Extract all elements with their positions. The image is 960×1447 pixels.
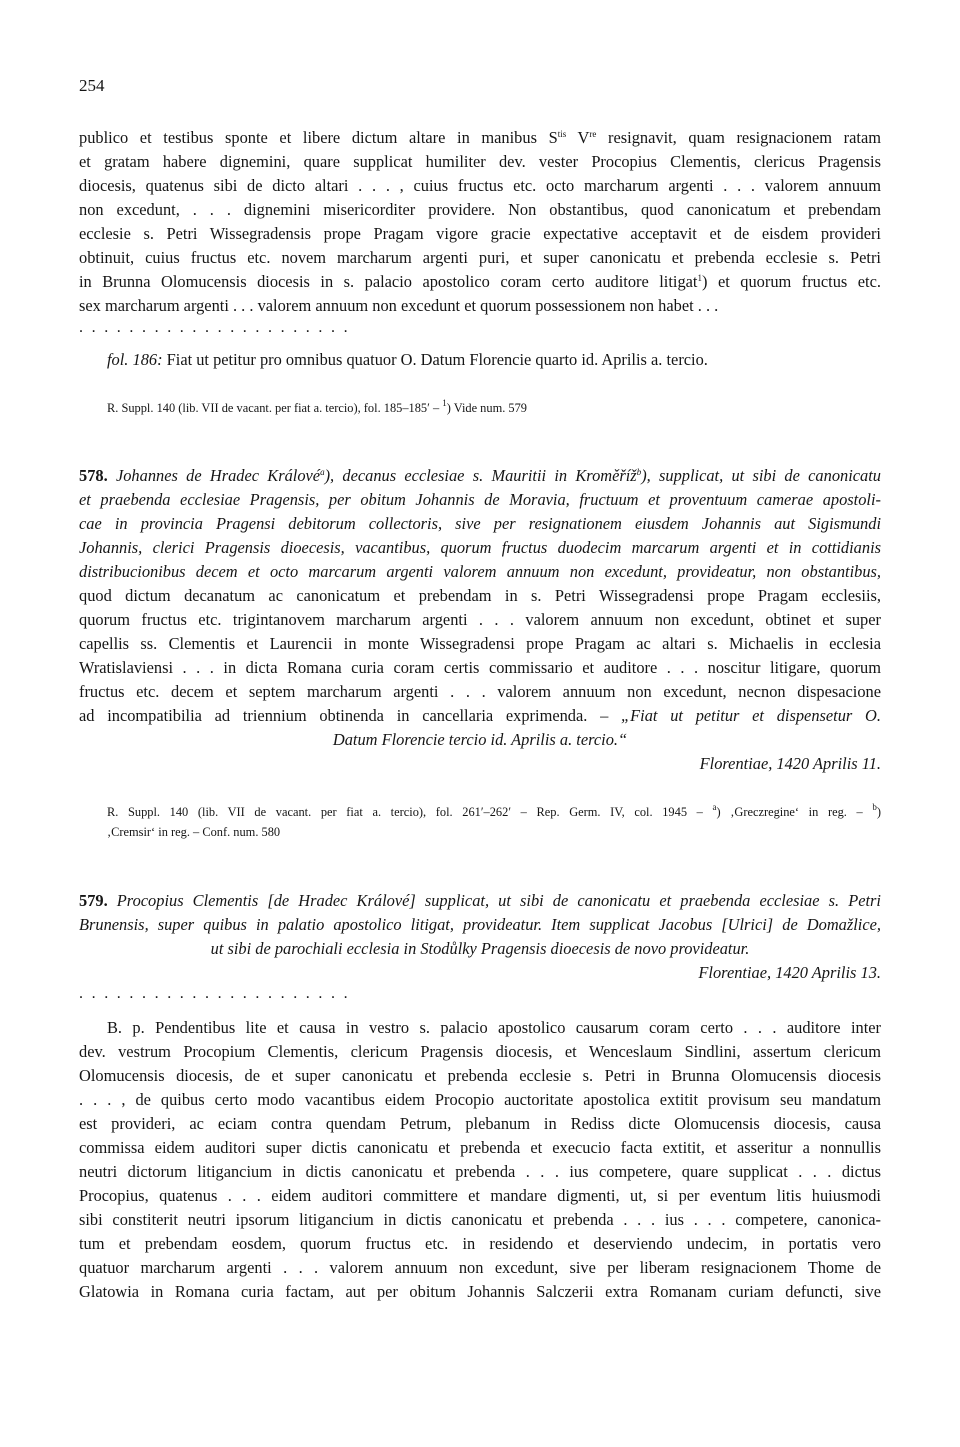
- superscript-mark: 1: [442, 398, 447, 408]
- entry-heading-line: et praebenda ecclesiae Pragensis, per obitum Johannis de Moravia, fructuum et proventuum camerae apostoli-: [79, 490, 881, 509]
- superscript-mark: tis: [557, 129, 567, 139]
- text-line: tum et prebendam eosdem, quorum fructus etc. in residendo et deserviendo undecim, in portatis vero: [79, 1234, 881, 1253]
- text-line: Olomucensis diocesis, de et super canonicatu et prebenda ecclesie s. Petri in Brunna Olomucensis diocesis: [79, 1066, 881, 1085]
- text-line: quatuor marcharum argenti . . . valorem annuum non excedunt, sive per liberam resignacionem Thome de: [79, 1258, 881, 1277]
- text-line: quod dictum decanatum ac canonicatum et prebendam in s. Petri Wissegradensi prope Pragam ecclesiis,: [79, 586, 881, 605]
- text-line: obtinuit, cuius fructus etc. novem marcharum argenti puri, et super canonicatu et prebenda ecclesie s. Petri: [79, 248, 881, 267]
- text-line: B. p. Pendentibus lite et causa in vestro s. palacio apostolico causarum coram certo . . . auditore inter: [107, 1018, 881, 1037]
- entry-number: 578.: [79, 466, 108, 485]
- text-line: sibi constiterit neutri ipsorum litigancium in dictis canonicatu et prebenda . . . ius . . . competere, canonica-: [79, 1210, 881, 1229]
- text-line: [79, 705, 881, 727]
- heading-text: Johannes de Hradec Králové$^a$), decanus ecclesiae s. Mauritii in Kroměříž$^b$), supplicat, ut sibi de canonicatu: [115, 466, 881, 485]
- superscript-mark: a: [320, 467, 325, 477]
- text-line: neutri dictorum litigancium in dictis canonicatu et prebenda . . . ius competere, quare supplicat . . . dictus: [79, 1162, 881, 1181]
- entry-heading-line: ut sibi de parochiali ecclesia in Stodůlky Pragensis dioecesis de novo provideatur.: [210, 939, 750, 958]
- text-italic: „Fiat ut petitur et dispensetur O.: [621, 706, 881, 725]
- text-line: commissa eidem auditori super dictis canonicatu et prebenda et execucio facta extitit, et asseritur a nonnullis: [79, 1138, 881, 1157]
- text-line: capellis ss. Clementis et Laurencii in monte Wissegradensi prope Pragam ac altari s. Michaelis in ecclesia: [79, 634, 881, 653]
- text-line: ecclesie s. Petri Wissegradensis prope Pragam vigore gracie expectative acceptavit et de eisdem provideri: [79, 224, 881, 243]
- text-line: est provideri, ac eciam contra quendam Petrum, plebanum in Rediss dicte Olomucensis diocesis, causa: [79, 1114, 881, 1133]
- text-line: Glatowia in Romana curia factam, aut per obitum Johannis Salczerii extra Romanam curiam defuncti, sive: [79, 1282, 881, 1301]
- text-line: Procopius, quatenus . . . eidem auditori committere et mandare digmenti, ut, si per eventum litis huiusmodi: [79, 1186, 881, 1205]
- superscript-mark: b: [872, 802, 877, 812]
- ellipsis-dots: . . . . . . . . . . . . . . . . . . . . . .: [79, 985, 350, 1002]
- superscript-mark: b: [636, 467, 642, 477]
- date-place: Florentiae, 1420 Aprilis 13.: [698, 963, 881, 982]
- text-line: quorum fructus etc. trigintanovem marcharum argenti . . . valorem annuum non excedunt, obtinet et super: [79, 610, 881, 629]
- text-line: dev. vestrum Procopium Clementis, clericum Pragensis diocesis, et Wenceslaum Sindlini, assertum clericum: [79, 1042, 881, 1061]
- page-number: 254: [79, 76, 105, 95]
- entry-number: 579.: [79, 891, 108, 910]
- superscript-mark: re: [589, 129, 597, 139]
- text-line: Wratislaviensi . . . in dicta Romana curia coram certis commissario et auditore . . . noscitur litigare, quorum: [79, 658, 881, 677]
- fol-ref: fol. 186:: [107, 350, 163, 369]
- entry-heading-line: Brunensis, super quibus in palatio apostolico litigat, provideatur. Item supplicat Jacobus [Ulrici] de Domažlice,: [79, 915, 881, 934]
- superscript-mark: a: [712, 802, 717, 812]
- fol-text: Fiat ut petitur pro omnibus quatuor O. Datum Florencie quarto id. Aprilis a. tercio.: [162, 350, 708, 369]
- text-line: publico et testibus sponte et libere dictum altare in manibus $S^{tis}$ Vre resignavit, quam resignacionem ratam: [79, 128, 881, 147]
- footnote-line: R. Suppl. 140 (lib. VII de vacant. per fiat a. tercio), fol. 185–185′ – $^1$) Vide num. 579: [107, 398, 527, 415]
- footnote-line: ‚Cremsir‘ in reg. – Conf. num. 580: [107, 825, 281, 839]
- entry-heading-line: [79, 890, 881, 912]
- fol-note: [107, 349, 881, 371]
- entry-heading-line: distribucionibus decem et octo marcarum argenti valorem annuum non excedunt, provideatur, non obstantibus,: [79, 562, 881, 581]
- entry-heading-line: cae in provincia Pragensi debitorum collectoris, sive per resignationem eiusdem Johannis aut Sigismundi: [79, 514, 881, 533]
- heading-text: Procopius Clementis [de Hradec Králové] supplicat, ut sibi de canonicatu et praebenda ecclesiae s. Petri: [116, 891, 881, 910]
- text-line: fructus etc. decem et septem marcharum argenti . . . valorem annuum non excedunt, necnon dispesacione: [79, 682, 881, 701]
- ellipsis-dots: . . . . . . . . . . . . . . . . . . . . . .: [79, 319, 350, 336]
- text-line: . . . , de quibus certo modo vacantibus eidem Procopio auctoritate apostolica extitit provisum seu mandatum: [79, 1090, 881, 1109]
- entry-heading-line: [79, 465, 881, 487]
- text-line: in Brunna Olomucensis diocesis in s. palacio apostolico coram certo auditore litigat$^1$) et quorum fructus etc.: [79, 272, 881, 291]
- datum-line: Datum Florencie tercio id. Aprilis a. tercio.“: [332, 730, 628, 749]
- text-line: non excedunt, . . . dignemini misericorditer providere. Non obstantibus, quod canonicatum et prebendam: [79, 200, 881, 219]
- entry-heading-line: Johannis, clerici Pragensis dioecesis, vacantibus, quorum fructus duodecim marcarum argenti et in cottidianis: [79, 538, 881, 557]
- text-line: sex marcharum argenti . . . valorem annuum non excedunt et quorum possessionem non habet . . .: [79, 296, 719, 315]
- text-line: et gratam habere dignemini, quare supplicat humiliter dev. vester Procopius Clementis, clericus Pragensis: [79, 152, 881, 171]
- text-roman: ad incompatibilia ad triennium obtinenda in cancellaria exprimenda. –: [79, 706, 622, 725]
- text-line: diocesis, quatenus sibi de dicto altari . . . , cuius fructus etc. octo marcharum argenti . . . valorem annuum: [79, 176, 881, 195]
- superscript-mark: 1: [697, 273, 702, 283]
- date-place: Florentiae, 1420 Aprilis 11.: [699, 754, 881, 773]
- footnote-line: R. Suppl. 140 (lib. VII de vacant. per fiat a. tercio), fol. 261′–262′ – Rep. Germ. IV, col. 1945 – $^a$) ‚Greczregine‘ in reg. – $^b$): [107, 802, 881, 819]
